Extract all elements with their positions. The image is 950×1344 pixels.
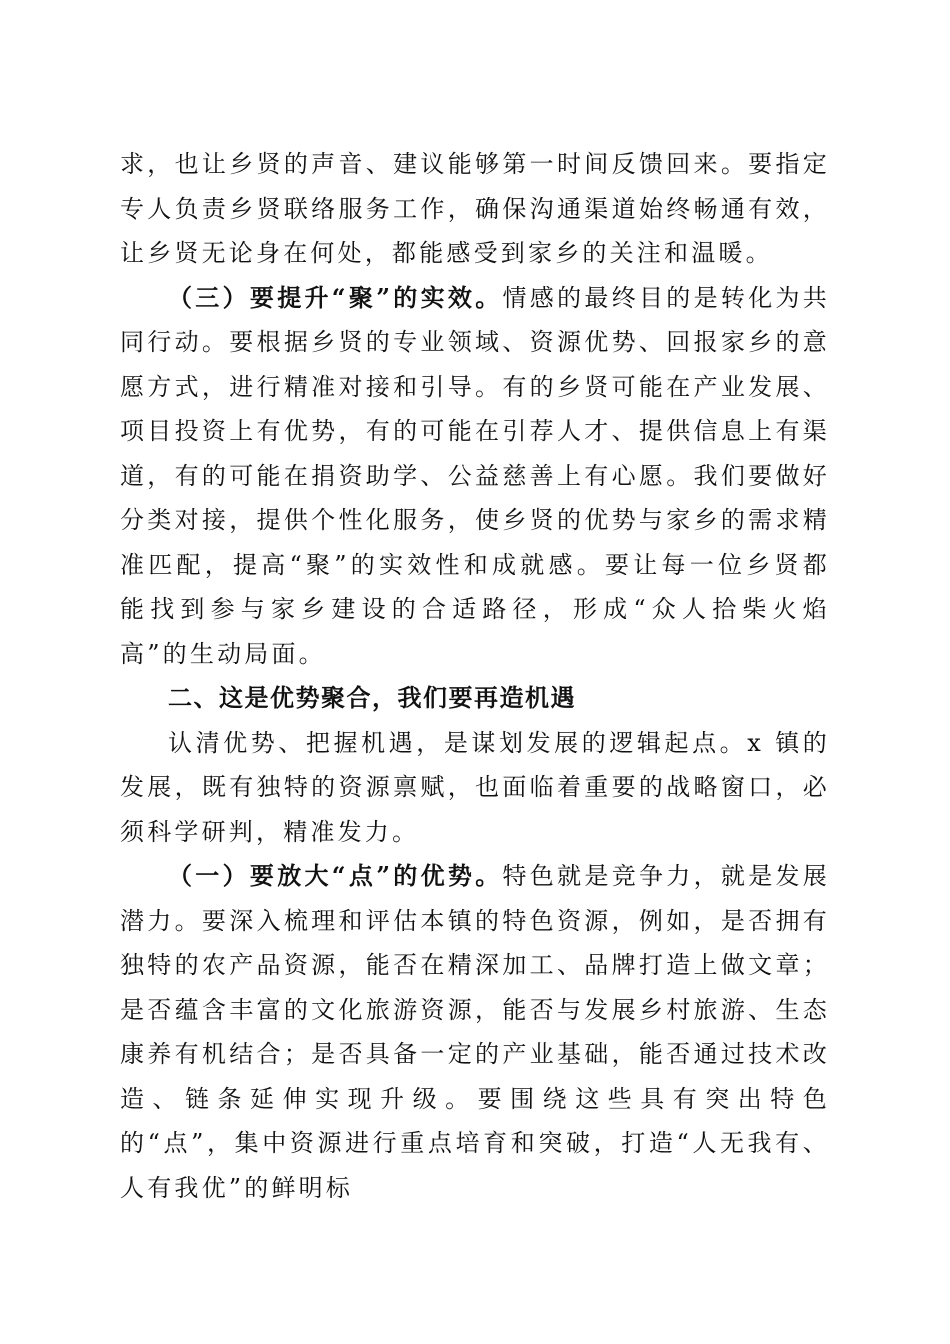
paragraph-subsection-1: [120, 854, 830, 1210]
paragraph-text: 认清优势、把握机遇，是谋划发展的逻辑起点。x 镇的发展，既有独特的资源禀赋，也面临着重要的战略窗口，必须科学研判，精准发力。: [120, 728, 830, 846]
paragraph-continuation: [120, 142, 830, 276]
paragraph-text: 特色就是竞争力，就是发展潜力。要深入梳理和评估本镇的特色资源，例如，是否拥有独特的农产品资源，能否在精深加工、品牌打造上做文章；是否蕴含丰富的文化旅游资源，能否与发展乡村旅游、生态康养有机结合；是否具备一定的产业基础，能否通过技术改造、链条延伸实现升级。要围绕这些具有突出特色的“点”，集中资源进行重点培育和突破，打造“人无我有、人有我优”的鲜明标: [120, 862, 830, 1202]
subsection-lead: （三）要提升“聚”的实效。: [168, 282, 503, 312]
paragraph-text: 求，也让乡贤的声音、建议能够第一时间反馈回来。要指定专人负责乡贤联络服务工作，确保沟通渠道始终畅通有效，让乡贤无论身在何处，都能感受到家乡的关注和温暖。: [120, 150, 830, 267]
paragraph-text: 情感的最终目的是转化为共同行动。要根据乡贤的专业领域、资源优势、回报家乡的意愿方式，进行精准对接和引导。有的乡贤可能在产业发展、项目投资上有优势，有的可能在引荐人才、提供信息上有渠道，有的可能在捐资助学、公益慈善上有心愿。我们要做好分类对接，提供个性化服务，使乡贤的优势与家乡的需求精准匹配，提高“聚”的实效性和成就感。要让每一位乡贤都能找到参与家乡建设的合适路径，形成“众人拾柴火焰高”的生动局面。: [120, 283, 830, 668]
paragraph-subsection-3: [120, 276, 830, 677]
section-heading: 二、这是优势聚合，我们要再造机遇: [168, 683, 576, 712]
subsection-lead: （一）要放大“点”的优势。: [168, 861, 503, 890]
paragraph-intro: [120, 721, 830, 855]
